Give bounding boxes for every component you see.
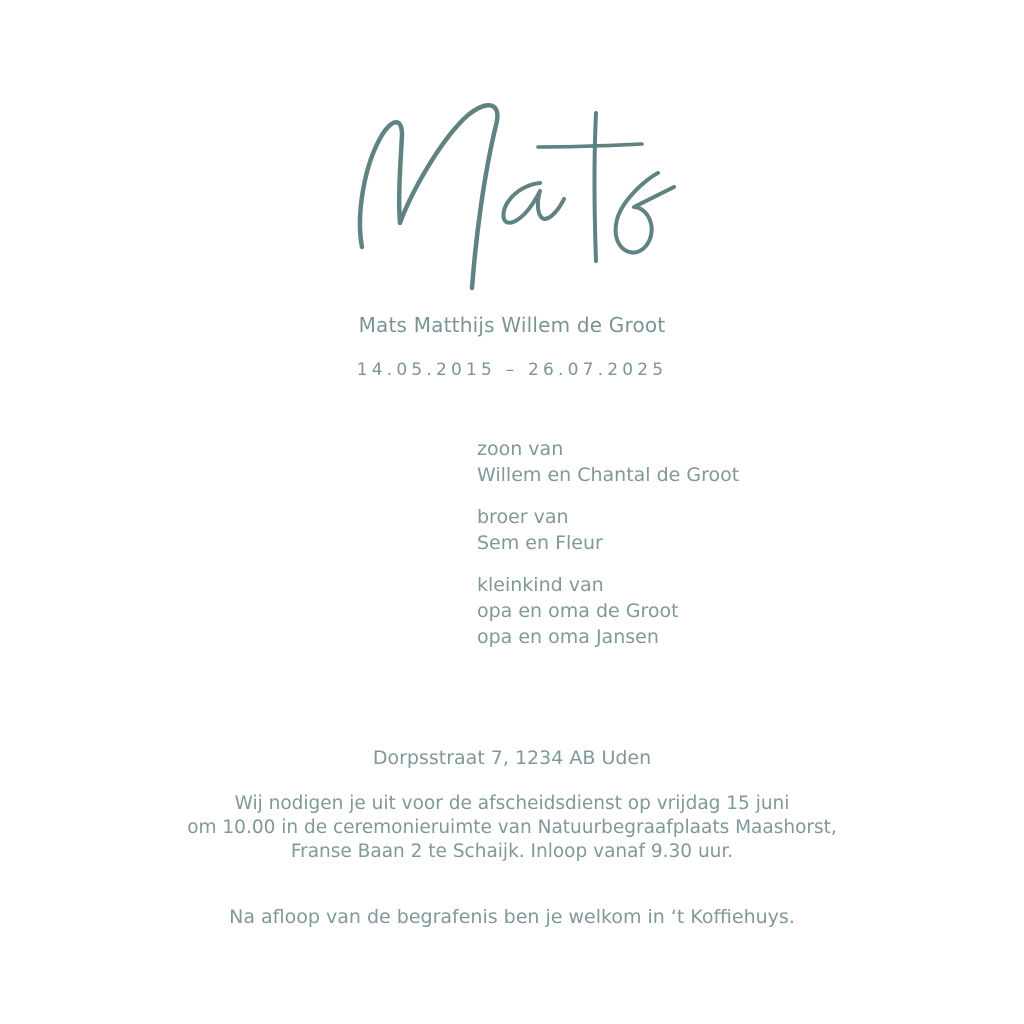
- signature-drawing: [350, 95, 680, 295]
- son-of-group: [477, 436, 739, 488]
- parents-names: Willem en Chantal de Groot: [477, 464, 740, 486]
- service-invitation: [0, 792, 1024, 864]
- full-name: Mats Matthijs Willem de Groot: [358, 313, 666, 337]
- handwritten-name-signature: [350, 95, 680, 295]
- invitation-line-3: Franse Baan 2 te Schaijk. Inloop vanaf 9.30 uur.: [290, 841, 734, 862]
- closing-note: Na afloop van de begrafenis ben je welkom in ‘t Koffiehuys.: [229, 906, 795, 928]
- brother-of-group: [477, 504, 739, 556]
- grandparents-names-2: opa en oma Jansen: [477, 626, 659, 648]
- brother-of-heading: broer van: [477, 506, 569, 528]
- invitation-line-1: Wij nodigen je uit voor de afscheidsdienst op vrijdag 15 juni: [234, 793, 790, 814]
- grandchild-of-group: [477, 572, 739, 650]
- life-dates: 14.05.2015 – 26.07.2025: [356, 360, 668, 380]
- son-of-heading: zoon van: [477, 438, 564, 460]
- home-address: Dorpsstraat 7, 1234 AB Uden: [372, 747, 652, 769]
- siblings-names: Sem en Fleur: [477, 532, 603, 554]
- grandparents-names-1: opa en oma de Groot: [477, 600, 679, 622]
- family-relations: [477, 436, 739, 666]
- grandchild-of-heading: kleinkind van: [477, 574, 604, 596]
- invitation-line-2: om 10.00 in de ceremonieruimte van Natuurbegraafplaats Maashorst,: [187, 817, 837, 838]
